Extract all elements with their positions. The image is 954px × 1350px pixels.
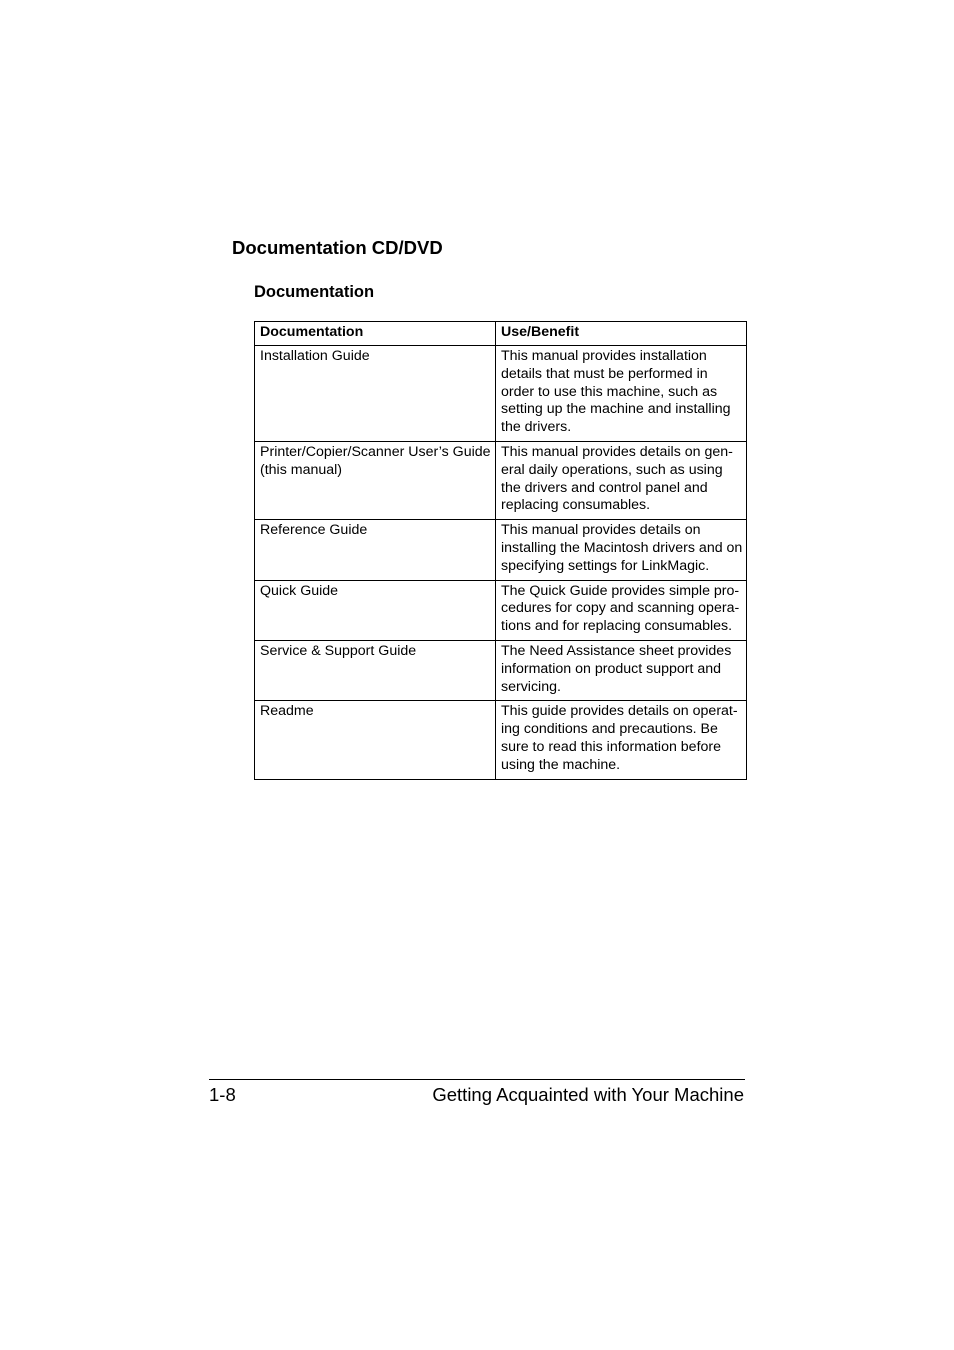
table-row xyxy=(255,701,747,779)
doc-name-cell: Reference Guide xyxy=(255,520,496,580)
header-documentation: Documentation xyxy=(255,322,496,346)
table-row xyxy=(255,441,747,519)
table-row xyxy=(255,580,747,640)
doc-name-cell: Service & Support Guide xyxy=(255,640,496,700)
subsection-title: Documentation xyxy=(254,283,375,301)
table-row xyxy=(255,346,747,442)
footer-chapter-title: Getting Acquainted with Your Machine xyxy=(432,1084,744,1105)
doc-use-cell: This manual provides details on installing the Macintosh drivers and on specifying settings for LinkMagic. xyxy=(496,520,747,580)
table-row xyxy=(255,520,747,580)
doc-name-cell: Readme xyxy=(255,701,496,779)
doc-use-cell: The Quick Guide provides simple pro- cedures for copy and scanning opera- tions and for replacing consumables. xyxy=(496,580,747,640)
header-use-benefit: Use/Benefit xyxy=(496,322,747,346)
section-title: Documentation CD/DVD xyxy=(232,237,443,258)
doc-name-cell: Printer/Copier/Scanner User’s Guide (this manual) xyxy=(255,441,496,519)
table-row xyxy=(255,640,747,700)
documentation-table xyxy=(254,321,747,780)
doc-name-cell: Quick Guide xyxy=(255,580,496,640)
page-number: 1-8 xyxy=(209,1084,236,1105)
table-header-row xyxy=(255,322,747,346)
doc-use-cell: The Need Assistance sheet provides information on product support and servicing. xyxy=(496,640,747,700)
doc-use-cell: This manual provides installation details that must be performed in order to use this machine, such as setting up the machine and installing the drivers. xyxy=(496,346,747,442)
footer-divider xyxy=(209,1079,745,1080)
doc-name-cell: Installation Guide xyxy=(255,346,496,442)
doc-use-cell: This manual provides details on gen- eral daily operations, such as using the drivers and control panel and replacing consumables. xyxy=(496,441,747,519)
doc-use-cell: This guide provides details on operat- ing conditions and precautions. Be sure to read this information before using the machine. xyxy=(496,701,747,779)
